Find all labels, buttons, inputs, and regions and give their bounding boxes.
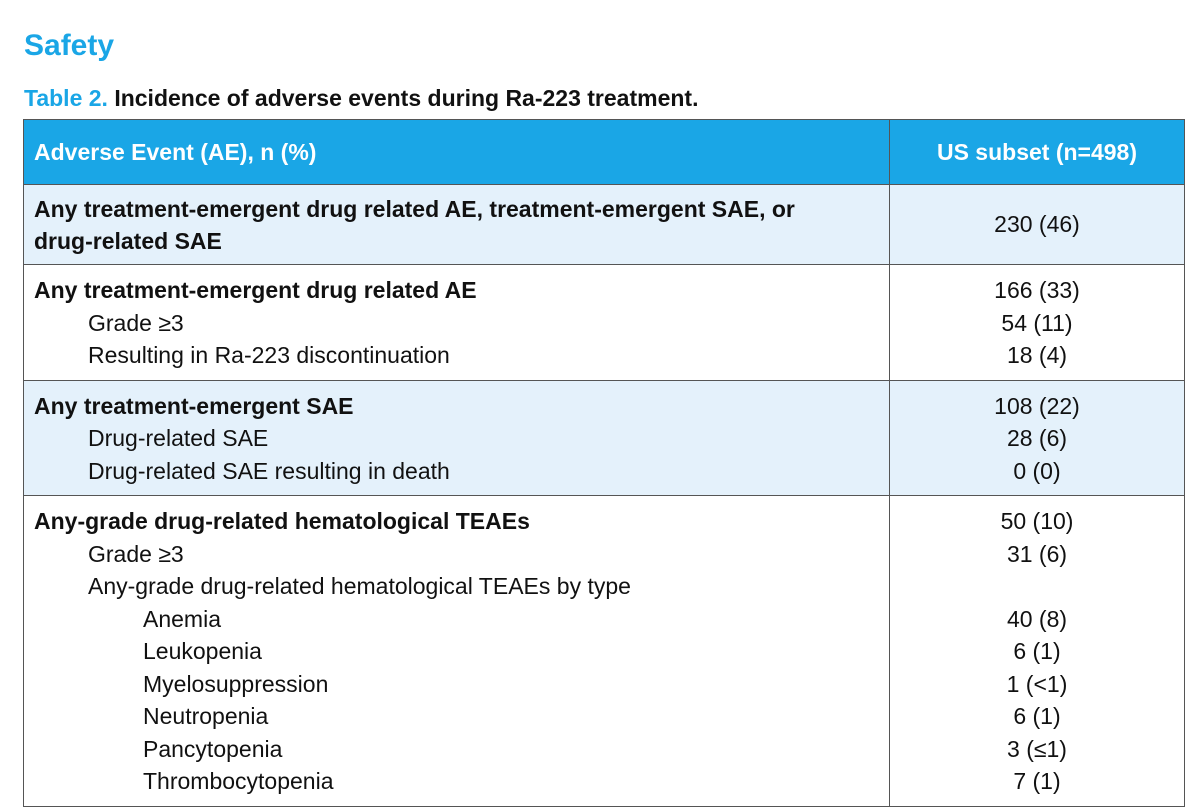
- row-label: Any treatment-emergent SAE: [34, 392, 354, 419]
- row-value: 0 (0): [1013, 457, 1061, 484]
- row-value: 31 (6): [1006, 540, 1068, 567]
- row-label: Neutropenia: [143, 703, 269, 729]
- row-value: 28 (6): [1006, 425, 1068, 451]
- row-label: Drug-related SAE resulting in death: [88, 457, 450, 484]
- row-value: 54 (11): [1001, 309, 1073, 336]
- header-us-subset: US subset (n=498): [936, 138, 1138, 165]
- row-label: Any-grade drug-related hematological TEAEs: [34, 508, 530, 534]
- row-value: 7 (1): [1013, 768, 1061, 794]
- row-value: 3 (≤1): [1007, 735, 1067, 762]
- row-value: 40 (8): [1006, 605, 1068, 632]
- row-label: Grade ≥3: [88, 309, 184, 336]
- adverse-events-table: [23, 119, 1185, 807]
- row-label-line-2: drug-related SAE: [34, 228, 222, 254]
- table-caption: [24, 84, 698, 112]
- row-value: 50 (10): [1000, 508, 1074, 534]
- section-title: Safety: [24, 29, 115, 62]
- row-value: 18 (4): [1006, 342, 1068, 368]
- row-label: Any-grade drug-related hematological TEAEs by type: [88, 573, 631, 599]
- row-label: Pancytopenia: [143, 735, 283, 762]
- table-caption-text: Incidence of adverse events during Ra-223 treatment.: [107, 85, 699, 111]
- header-adverse-event: Adverse Event (AE), n (%): [24, 120, 890, 184]
- row-labels: [24, 381, 890, 496]
- row-value: 230 (46): [994, 211, 1080, 237]
- table-row: [24, 495, 1184, 806]
- row-values: [890, 381, 1184, 496]
- row-labels: [24, 265, 890, 380]
- row-label: Grade ≥3: [88, 540, 184, 567]
- row-value: 108 (22): [994, 392, 1080, 419]
- table-header-row: [24, 120, 1184, 184]
- row-value: 6 (1): [1013, 703, 1061, 729]
- row-label: [24, 185, 890, 264]
- row-value: 166 (33): [994, 277, 1080, 303]
- table-row: [24, 380, 1184, 496]
- row-values: [890, 496, 1184, 806]
- row-values: [890, 265, 1184, 380]
- row-label: Drug-related SAE: [88, 425, 269, 451]
- row-labels: [24, 496, 890, 806]
- row-label: Thrombocytopenia: [143, 768, 334, 794]
- row-label-line-1: Any treatment-emergent drug related AE, treatment-emergent SAE, or: [34, 196, 795, 222]
- table-caption-label: Table 2.: [24, 85, 108, 111]
- table-row: [24, 264, 1184, 380]
- row-value: [890, 570, 1184, 603]
- row-label: Anemia: [143, 605, 221, 632]
- row-label: Leukopenia: [143, 638, 262, 664]
- row-value: 1 (<1): [1006, 670, 1068, 697]
- table-row: [24, 184, 1184, 264]
- row-label: Resulting in Ra-223 discontinuation: [88, 342, 450, 368]
- row-value: 6 (1): [1013, 638, 1061, 664]
- row-label: Myelosuppression: [143, 670, 329, 697]
- row-label: Any treatment-emergent drug related AE: [34, 277, 477, 303]
